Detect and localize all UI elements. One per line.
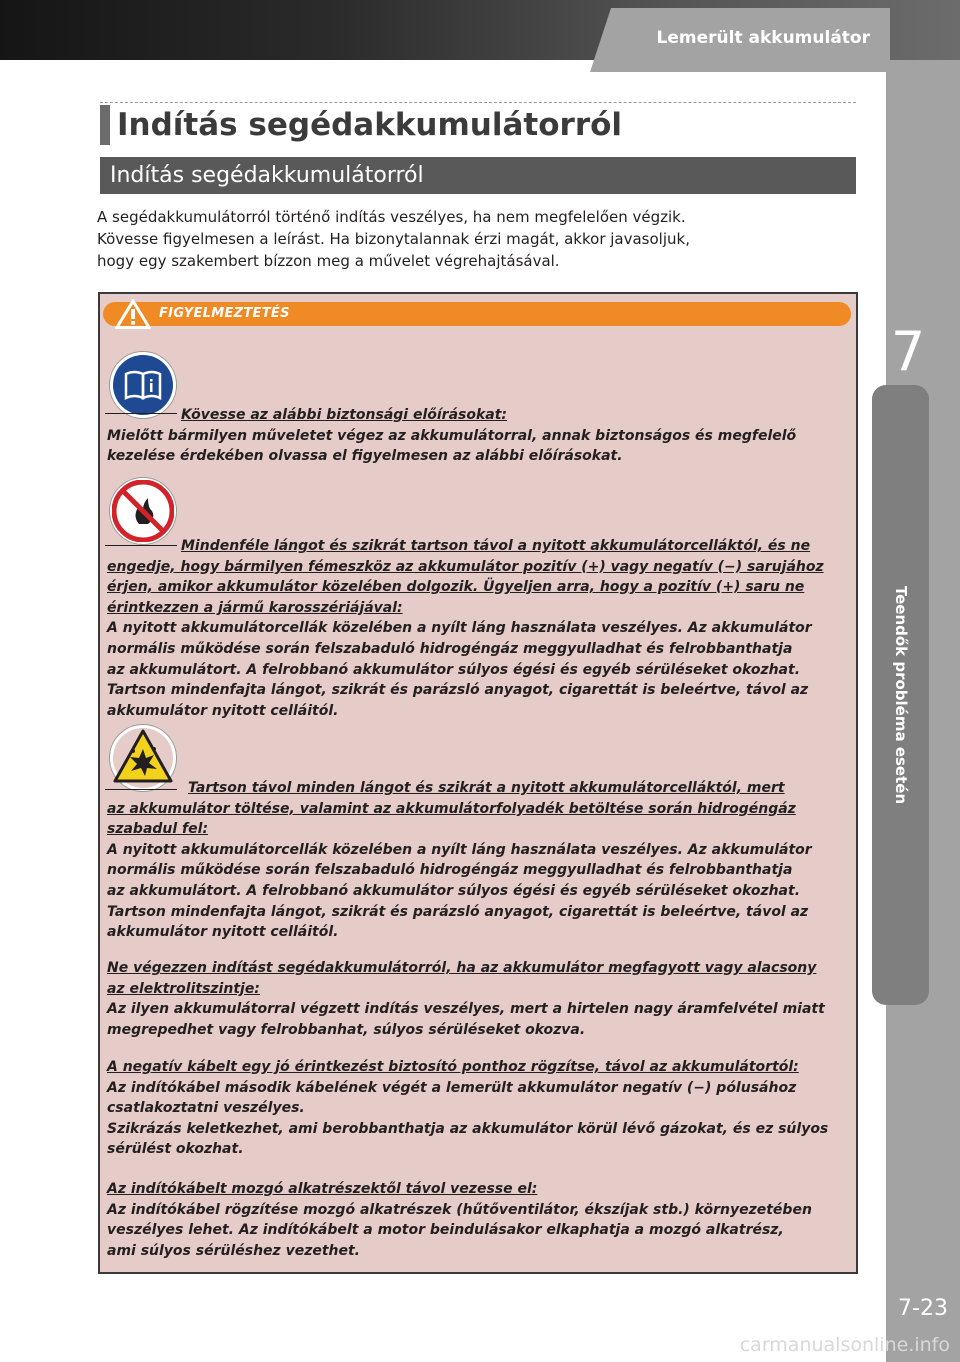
section-heading: szabadul fel: [107,821,209,838]
section-heading: engedje, hogy bármilyen fémeszköz az akkumulátor pozitív (+) vagy negatív (−) sarujához [107,558,824,575]
section-heading: az elektrolitszintje: [107,980,260,997]
intro-line: Kövesse figyelmesen a leírást. Ha bizonytalannak érzi magát, akkor javasoljuk, [97,230,690,248]
warning-section-2 [107,536,847,721]
section-body: A nyitott akkumulátorcellák közelében a nyílt láng használata veszélyes. Az akkumulátor [107,841,812,858]
section-heading: Mindenféle lángot és szikrát tartson távol a nyitott akkumulátorcelláktól, és ne [181,538,811,554]
section-body: megrepedhet vagy felrobbanhat, súlyos sérüléseket okozva. [107,1021,586,1038]
section-body: Mielőtt bármilyen műveletet végez az akkumulátorral, annak biztonságos és megfelelő [107,427,797,444]
intro-paragraph [97,206,857,272]
section-body: ami súlyos sérüléshez vezethet. [107,1242,360,1259]
section-heading: érintkezzen a jármű karosszériájával: [107,599,403,616]
chapter-number: 7 [890,320,926,383]
section-body: Az indítókábel rögzítése mozgó alkatrészek (hűtőventilátor, ékszíjak stb.) környezetében [107,1201,812,1218]
section-body: A nyitott akkumulátorcellák közelében a nyílt láng használata veszélyes. Az akkumulátor [107,620,812,637]
section-heading: Tartson távol minden lángot és szikrát a nyitott akkumulátorcelláktól, mert [188,780,785,796]
section-body: kezelése érdekében olvassa el figyelmesen az alábbi előírásokat. [107,448,623,465]
page-title: Indítás segédakkumulátorról [117,107,623,143]
section-body: Tartson mindenfajta lángot, szikrát és parázsló anyagot, cigarettát is beleértve, távol az [107,682,809,699]
title-accent-bar [100,105,110,145]
section-heading: Kövesse az alábbi biztonsági előírásokat: [181,407,508,423]
section-body: Tartson mindenfajta lángot, szikrát és parázsló anyagot, cigarettát is beleértve, távol az [107,903,809,920]
intro-line: A segédakkumulátorról történő indítás veszélyes, ha nem megfelelően végzik. [97,208,686,226]
section-heading: érjen, amikor akkumulátor közelében dolgozik. Ügyeljen arra, hogy a pozitív (+) saru ne [107,579,805,596]
section-heading: Az indítókábelt mozgó alkatrészektől távol vezesse el: [107,1181,538,1197]
warning-section-3 [107,778,847,943]
section-heading: Ne végezzen indítást segédakkumulátorról, ha az akkumulátor megfagyott vagy alacsony [107,960,817,976]
section-body: normális működése során felszabaduló hidrogéngáz meggyulladhat és felrobbanthatja [107,640,793,657]
section-body: az akkumulátort. A felrobbanó akkumulátor súlyos égési és egyéb sérüléseket okozhat. [107,661,801,678]
title-divider [100,102,856,103]
section-body: akkumulátor nyitott celláitól. [107,924,339,941]
warning-section-6 [107,1179,847,1261]
section-subtitle: Indítás segédakkumulátorról [110,163,424,188]
section-body: csatlakoztatni veszélyes. [107,1100,305,1117]
section-body: az akkumulátort. A felrobbanó akkumulátor súlyos égési és egyéb sérüléseket okozhat. [107,882,801,899]
page-number: 7-23 [898,1296,948,1321]
section-body: Az ilyen akkumulátorral végzett indítás veszélyes, mert a hirtelen nagy áramfelvétel miatt [107,1001,825,1018]
warning-section-1 [107,405,847,467]
section-heading: A negatív kábelt egy jó érintkezést biztosító ponthoz rögzítse, távol az akkumulátortól: [107,1059,799,1075]
warning-section-4 [107,958,847,1040]
warning-triangle-icon [114,298,152,330]
watermark: carmanualsonline.info [739,1334,950,1356]
chapter-title: Teendők probléma esetén [892,585,910,805]
warning-label: FIGYELMEZTETÉS [159,306,290,321]
section-body: sérülést okozhat. [107,1141,244,1158]
section-body: Szikrázás keletkezhet, ami berobbanthatja az akkumulátor körül lévő gázokat, és ez súlyos [107,1120,829,1137]
intro-line: hogy egy szakembert bízzon meg a művelet végrehajtásával. [97,252,560,270]
no-flame-icon [110,478,176,544]
warning-section-5 [107,1057,847,1160]
section-header: Lemerült akkumulátor [656,28,870,48]
section-body: Az indítókábel második kábelének végét a lemerült akkumulátor negatív (−) pólusához [107,1079,797,1096]
section-body: akkumulátor nyitott celláitól. [107,702,339,719]
section-body: veszélyes lehet. Az indítókábelt a motor beindulásakor elkaphatja a mozgó alkatrész, [107,1222,784,1239]
section-body: normális működése során felszabaduló hidrogéngáz meggyulladhat és felrobbanthatja [107,862,793,879]
section-heading: az akkumulátor töltése, valamint az akkumulátorfolyadék betöltése során hidrogéngáz [107,800,796,817]
